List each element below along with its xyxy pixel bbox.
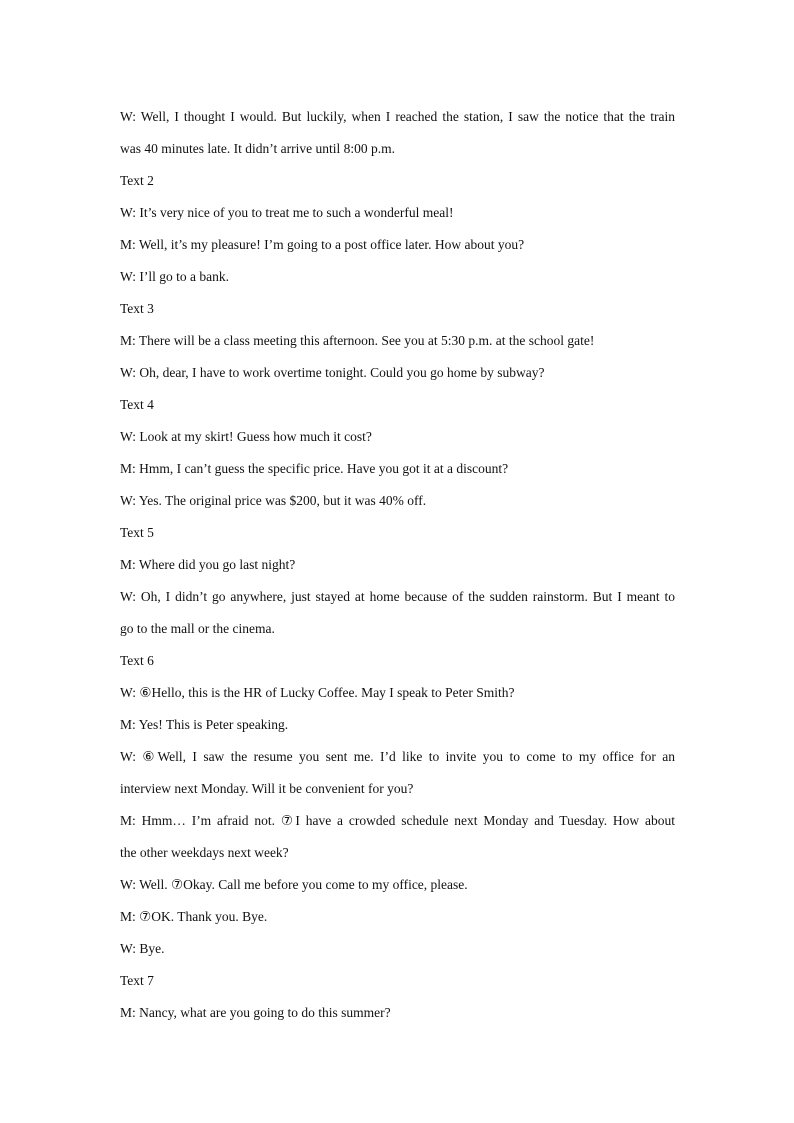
text-line: the other weekdays next week? bbox=[120, 845, 289, 860]
text-line: M: Well, it’s my pleasure! I’m going to a post office later. How about you? bbox=[120, 237, 525, 252]
section-heading-text-2: Text 2 bbox=[120, 173, 154, 188]
text-line: M: Nancy, what are you going to do this summer? bbox=[120, 1005, 391, 1020]
text-line: was 40 minutes late. It didn’t arrive until 8:00 p.m. bbox=[120, 141, 395, 156]
text-line: W: ⑥Well, I saw the resume you sent me. I’d like to invite you to come to my office for an bbox=[120, 749, 675, 764]
text-line: go to the mall or the cinema. bbox=[120, 621, 275, 636]
text-line: W: Well, I thought I would. But luckily, when I reached the station, I saw the notice that the train bbox=[120, 109, 675, 124]
text-line: W: ⑥Hello, this is the HR of Lucky Coffee. May I speak to Peter Smith? bbox=[120, 685, 515, 700]
text-line: W: Well. ⑦Okay. Call me before you come to my office, please. bbox=[120, 877, 468, 892]
text-line: W: I’ll go to a bank. bbox=[120, 269, 229, 284]
text-line: M: Yes! This is Peter speaking. bbox=[120, 717, 289, 732]
text-line: W: Bye. bbox=[120, 941, 165, 956]
section-heading-text-5: Text 5 bbox=[120, 525, 154, 540]
text-line: M: Hmm, I can’t guess the specific price. Have you got it at a discount? bbox=[120, 461, 509, 476]
text-line: W: Oh, dear, I have to work overtime tonight. Could you go home by subway? bbox=[120, 365, 545, 380]
text-line: interview next Monday. Will it be convenient for you? bbox=[120, 781, 414, 796]
text-line: W: Oh, I didn’t go anywhere, just stayed at home because of the sudden rainstorm. But I meant to bbox=[120, 589, 675, 604]
text-line: M: Hmm… I’m afraid not. ⑦I have a crowded schedule next Monday and Tuesday. How about bbox=[120, 813, 675, 828]
text-line: W: Yes. The original price was $200, but it was 40% off. bbox=[120, 493, 427, 508]
section-heading-text-3: Text 3 bbox=[120, 301, 154, 316]
text-line: M: ⑦OK. Thank you. Bye. bbox=[120, 909, 268, 924]
section-heading-text-4: Text 4 bbox=[120, 397, 154, 412]
section-heading-text-6: Text 6 bbox=[120, 653, 154, 668]
text-line: M: Where did you go last night? bbox=[120, 557, 296, 572]
section-heading-text-7: Text 7 bbox=[120, 973, 154, 988]
text-line: M: There will be a class meeting this afternoon. See you at 5:30 p.m. at the school gate! bbox=[120, 333, 595, 348]
text-line: W: It’s very nice of you to treat me to such a wonderful meal! bbox=[120, 205, 454, 220]
transcript-body bbox=[120, 101, 675, 1029]
text-line: W: Look at my skirt! Guess how much it cost? bbox=[120, 429, 372, 444]
